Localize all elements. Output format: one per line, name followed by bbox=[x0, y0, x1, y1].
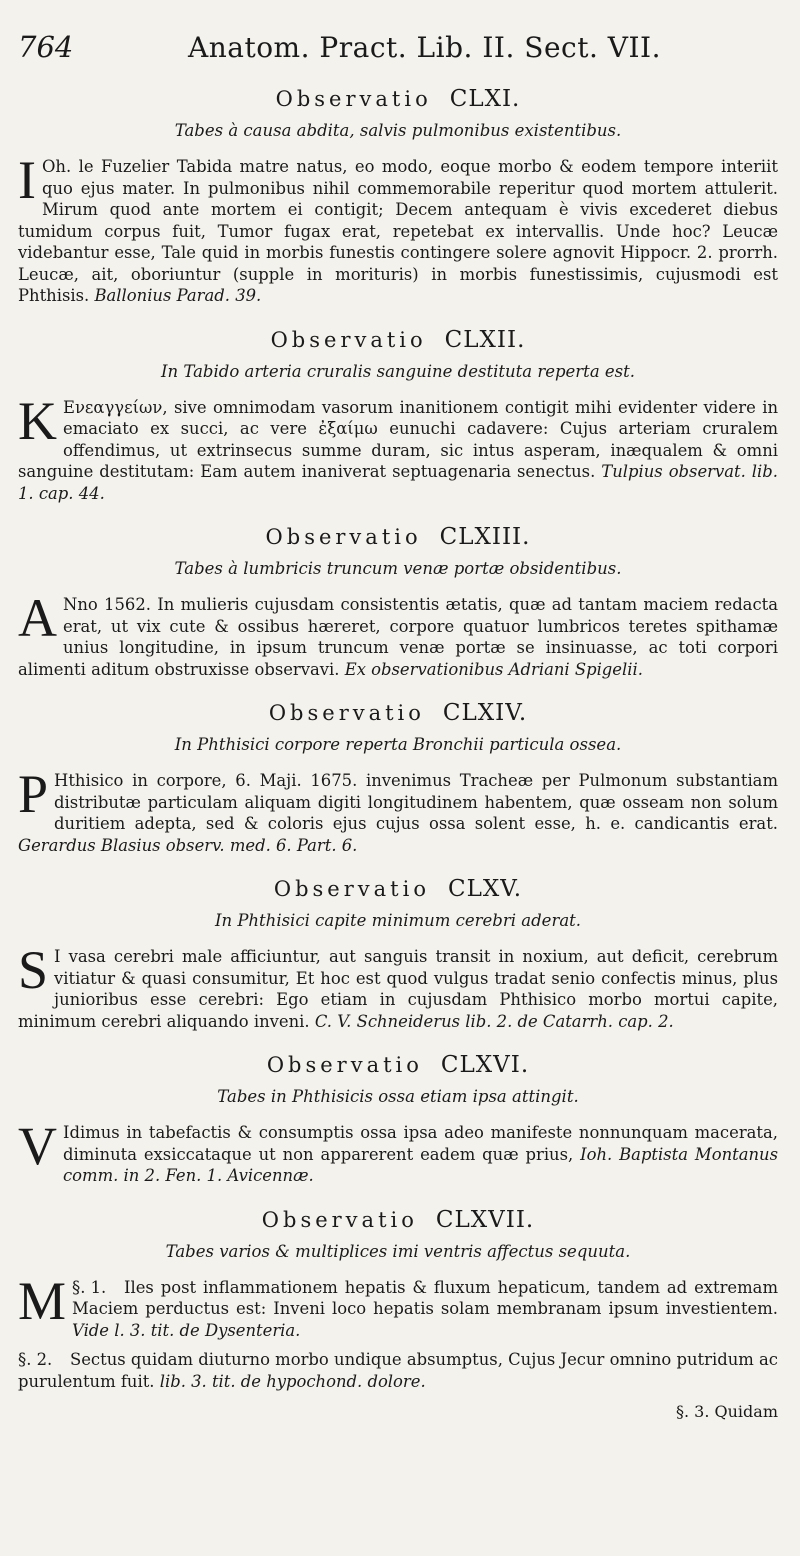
observation-body: Ενεαγγείων, sive omnimodam vasorum inanitionem contigit mihi evidenter videre in emaciato ex succi, ac vere ἐξαίμω eunuchi cadavere: Cujus arteriam cruralem offendimus, ut extrinsecus summe duram, sic intus asperam, inæqualem & omni sanguine destitutam: Eam autem inaniverat septuagenaria senectus. bbox=[18, 397, 778, 481]
citation: Tulpius observat. lib. 1. cap. 44. bbox=[18, 462, 778, 503]
observation-subtitle: Tabes à causa abdita, salvis pulmonibus existentibus. bbox=[174, 121, 622, 140]
drop-cap: P bbox=[18, 764, 49, 824]
drop-cap: V bbox=[18, 1116, 57, 1176]
running-title: Anatom. Pract. Lib. II. Sect. VII. bbox=[188, 31, 661, 64]
observation-body: Idimus in tabefactis & consumptis ossa ipsa adeo manifeste nonnunquam macerata, diminuta exsiccataque ut non apparerent eadem quæ prius, bbox=[63, 1123, 778, 1164]
observation-text bbox=[18, 1116, 779, 1187]
drop-cap: K bbox=[18, 390, 57, 451]
page bbox=[18, 30, 778, 1421]
observation-label: Observatio bbox=[261, 1207, 418, 1232]
observation-heading bbox=[18, 1050, 778, 1080]
section-2-text bbox=[18, 1349, 778, 1392]
observation-167 bbox=[18, 1205, 778, 1393]
observation-heading bbox=[18, 522, 778, 552]
observation-body: Nno 1562. In mulieris cujusdam consistentis ætatis, quæ ad tantam maciem redacta erat, ut vix cute & ossibus hæreret, corpore quatuor lumbricos teretes spithamæ unius longitudine, in ipsum truncum venæ portæ se insinuasse, ac toti corpori alimenti aditum obstruxisse observavi. bbox=[18, 595, 778, 679]
citation: lib. 3. tit. de hypochond. dolore. bbox=[159, 1371, 426, 1391]
observation-subtitle: Tabes varios & multiplices imi ventris affectus sequuta. bbox=[165, 1241, 631, 1261]
observation-body: Iles post inflammationem hepatis & fluxum hepaticum, tandem ad extremam Maciem perductus est: Inveni loco hepatis solam membranam ipsum investientem. bbox=[72, 1277, 778, 1318]
observation-166 bbox=[18, 1050, 778, 1187]
observation-subtitle: In Phthisici capite minimum cerebri aderat. bbox=[214, 911, 582, 930]
drop-cap: A bbox=[18, 588, 57, 648]
catchword: §. 3. Quidam bbox=[675, 1402, 778, 1421]
observation-text bbox=[18, 1270, 778, 1342]
observation-number: CLXIV. bbox=[442, 700, 528, 726]
drop-cap: I bbox=[18, 150, 36, 210]
drop-cap: M bbox=[18, 1270, 67, 1331]
citation: Ioh. Baptista Montanus comm. in 2. Fen. 1. Avicennæ. bbox=[63, 1144, 779, 1185]
observation-162 bbox=[18, 325, 778, 505]
observation-label: Observatio bbox=[270, 327, 427, 352]
observation-text bbox=[18, 390, 778, 505]
observation-164 bbox=[18, 698, 778, 856]
observation-165 bbox=[18, 874, 778, 1032]
observation-body: Oh. le Fuzelier Tabida matre natus, eo modo, eoque morbo & eodem tempore interiit quo ejus mater. In pulmonibus nihil commemorabile reperitur quod mortem attulerit. Mirum quod ante mortem ei contigit; Decem antequam è vivis excederet diebus tumidum corpus fuit, Tumor fugax erat, repetebat ex intervallis. Unde hoc? Leucæ videbantur esse, Tale quid in morbis funestis contingere solere agnovit Hippocr. 2. prorrh. Leucæ, ait, oboriuntur (supple in morituris) in morbis funestissimis, cujusmodi est Phthisis. bbox=[18, 157, 778, 305]
section-label: §. 2. bbox=[18, 1350, 53, 1369]
observation-heading bbox=[18, 1205, 778, 1235]
citation: Gerardus Blasius observ. med. 6. Part. 6. bbox=[18, 835, 358, 855]
observation-number: CLXIII. bbox=[439, 524, 531, 550]
observation-subtitle: In Phthisici corpore reperta Bronchii particula ossea. bbox=[174, 735, 622, 754]
observation-heading bbox=[18, 698, 778, 728]
observation-body: Hthisico in corpore, 6. Maji. 1675. invenimus Tracheæ per Pulmonum substantiam distributæ particulam aliquam digiti longitudinem habentem, quæ osseam non solum duritiem adepta, sed & coloris ejus cujus ossa solent esse, h. e. candicantis erat. bbox=[54, 771, 778, 833]
observation-number: CLXVII. bbox=[435, 1206, 535, 1233]
observation-subtitle: In Tabido arteria cruralis sanguine destituta reperta est. bbox=[160, 361, 636, 381]
observation-number: CLXI. bbox=[449, 86, 521, 112]
observation-number: CLXV. bbox=[447, 876, 523, 902]
observation-label: Observatio bbox=[273, 877, 430, 901]
observation-label: Observatio bbox=[266, 1053, 423, 1077]
observation-text bbox=[18, 150, 778, 307]
observation-subtitle: Tabes à lumbricis truncum venæ portæ obsidentibus. bbox=[174, 559, 622, 578]
section-body: Sectus quidam diuturno morbo undique absumptus, Cujus Jecur omnino putridum ac purulentum fuit. bbox=[18, 1350, 778, 1391]
citation: Vide l. 3. tit. de Dysenteria. bbox=[72, 1320, 301, 1340]
observation-label: Observatio bbox=[268, 701, 425, 725]
observation-label: Observatio bbox=[275, 87, 432, 111]
page-number: 764 bbox=[18, 30, 74, 64]
observation-text bbox=[18, 588, 778, 680]
section-label: §. 1. bbox=[72, 1277, 107, 1297]
drop-cap: S bbox=[18, 940, 49, 1000]
observation-161 bbox=[18, 84, 778, 307]
observation-text bbox=[18, 940, 778, 1032]
observation-163 bbox=[18, 522, 778, 680]
observation-heading bbox=[18, 874, 778, 904]
citation: C. V. Schneiderus lib. 2. de Catarrh. cap. 2. bbox=[314, 1011, 674, 1031]
observation-heading bbox=[18, 325, 778, 355]
observation-label: Observatio bbox=[265, 525, 422, 549]
observation-heading bbox=[18, 84, 778, 114]
observation-subtitle: Tabes in Phthisicis ossa etiam ipsa attingit. bbox=[217, 1087, 579, 1106]
citation: Ex observationibus Adriani Spigelii. bbox=[344, 659, 643, 679]
observation-number: CLXVI. bbox=[440, 1052, 530, 1078]
observation-text bbox=[18, 764, 778, 856]
page-header bbox=[18, 30, 778, 78]
citation: Ballonius Parad. 39. bbox=[94, 286, 262, 305]
observation-body: I vasa cerebri male afficiuntur, aut sanguis transit in noxium, aut deficit, cerebrum vitiatur & quasi consumitur, Et hoc est quod vulgus tradat senio confectis minus, plus junioribus esse cerebri: Ego etiam in cujusdam Phthisico morbo mortui capite, minimum cerebri aliquando inveni. bbox=[18, 947, 778, 1031]
observation-number: CLXII. bbox=[444, 326, 526, 353]
